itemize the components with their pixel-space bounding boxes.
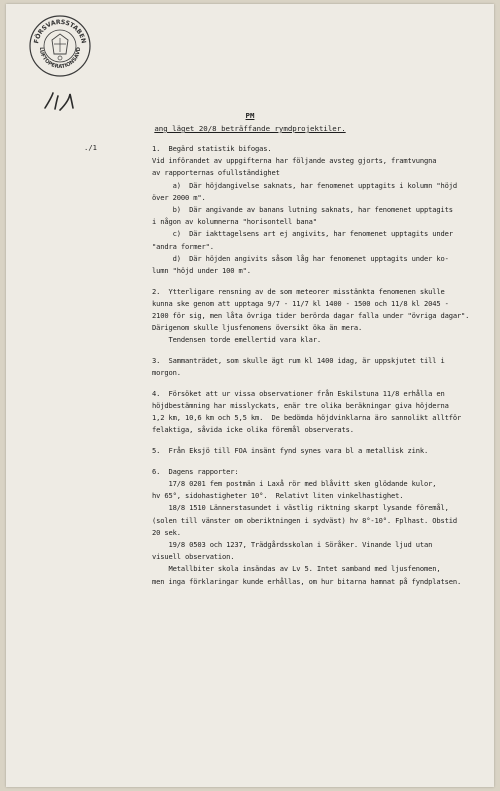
- svg-text:LUFTOPERATIONSAVD: LUFTOPERATIONSAVD: [37, 46, 83, 71]
- memo-line: 1. Begärd statistik bifogas.: [152, 144, 272, 153]
- memo-line: 18/8 1510 Lännerstasundet i västlig riktning skarpt lysande föremål,: [152, 503, 449, 513]
- paragraph-gap: [152, 379, 490, 388]
- memo-line: visuell observation.: [152, 552, 235, 562]
- memo-line: Därigenom skulle ljusfenomens översikt öka än mera.: [152, 323, 363, 333]
- memo-line: höjdbestämning har misslyckats, enär tre olika beräkningar giva höjderna: [152, 401, 449, 411]
- memo-line: av rapporternas ofullständighet: [152, 168, 280, 178]
- memo-title: PM: [245, 111, 255, 120]
- paragraph-gap: [152, 347, 490, 356]
- paragraph-gap: [152, 437, 490, 446]
- memo-line: Tendensen torde emellertid vara klar.: [152, 335, 321, 345]
- memo-line: a) Där höjdangivelse saknats, har fenomenet upptagits i kolumn "höjd: [152, 180, 457, 190]
- document-page: [6, 4, 494, 787]
- memo-line: hv 65°, sidohastigheter 10°. Relativt liten vinkelhastighet.: [152, 491, 404, 501]
- memo-subtitle: ang läget 20/8 beträffande rymdprojektiler.: [154, 124, 346, 133]
- memo-line: över 2000 m".: [152, 192, 206, 202]
- memo-line: (solen till vänster om oberiktningen i sydväst) hv 8°-10°. Fplhast. Obstid: [152, 515, 457, 525]
- memo-line: felaktiga, såvida icke olika föremål observerats.: [152, 425, 354, 435]
- memo-line: 5. Från Eksjö till FOA insänt fynd synes vara bl a metallisk zink.: [152, 446, 429, 456]
- handwritten-mark: [42, 90, 76, 112]
- memo-line: c) Där iakttagelsens art ej angivits, har fenomenet upptagits under: [152, 229, 453, 239]
- paragraph-gap: [152, 457, 490, 466]
- memo-line: "andra former".: [152, 241, 214, 251]
- paragraph-gap: [152, 277, 490, 286]
- memo-line: i någon av kolumnerna "horisontell bana": [152, 217, 317, 227]
- stamp-seal: [28, 14, 92, 78]
- memo-line: 19/8 0503 och 1237, Trädgårdsskolan i Söråker. Vinande ljud utan: [152, 539, 433, 549]
- memo-line: Vid införandet av uppgifterna har följande avsteg gjorts, framtvungna: [152, 156, 437, 166]
- memo-line: d) Där höjden angivits såsom låg har fenomenet upptagits under ko-: [152, 253, 449, 263]
- memo-line: 17/8 0201 fem postmän i Laxå rör med blåvitt sken glödande kulor,: [152, 479, 437, 488]
- memo-line: 4. Försöket att ur vissa observationer från Eskilstuna 11/8 erhålla en: [152, 388, 445, 398]
- memo-line: 3. Sammanträdet, som skulle ägt rum kl 1400 idag, är uppskjutet till i: [152, 356, 445, 365]
- stamp-seal-graphic: [28, 14, 92, 78]
- memo-body: [152, 143, 490, 588]
- memo-line: lumn "höjd under 100 m".: [152, 265, 251, 275]
- memo-line: morgon.: [152, 368, 181, 378]
- memo-line: Metallbiter skola insändas av Lv 5. Intet samband med ljusfenomen,: [152, 564, 441, 574]
- svg-text:FÖRSVARSSTABEN: FÖRSVARSSTABEN: [33, 18, 87, 45]
- memo-line: 6. Dagens rapporter:: [152, 466, 239, 476]
- memo-line: 20 sek.: [152, 527, 181, 537]
- memo-line: 2. Ytterligare rensning av de som meteorer misstänkta fenomenen skulle: [152, 286, 445, 296]
- memo-line: kunna ske genom att upptaga 9/7 - 11/7 kl 1400 - 1500 och 11/8 kl 2045 -: [152, 298, 449, 308]
- memo-line: 2100 för sig, men låta övriga tider berörda dagar falla under "övriga dagar".: [152, 310, 470, 320]
- memo-line: 1,2 km, 10,6 km och 5,5 km. De bedömda höjdvinklarna äro sannolikt alltför: [152, 413, 462, 423]
- memo-line: b) Där angivande av banans lutning saknats, har fenomenet upptagits: [152, 204, 453, 214]
- memo-line: men inga förklaringar kunde erhållas, om hur bitarna hamnat på fyndplatsen.: [152, 576, 462, 586]
- attachment-margin-ref: ./1: [84, 143, 97, 152]
